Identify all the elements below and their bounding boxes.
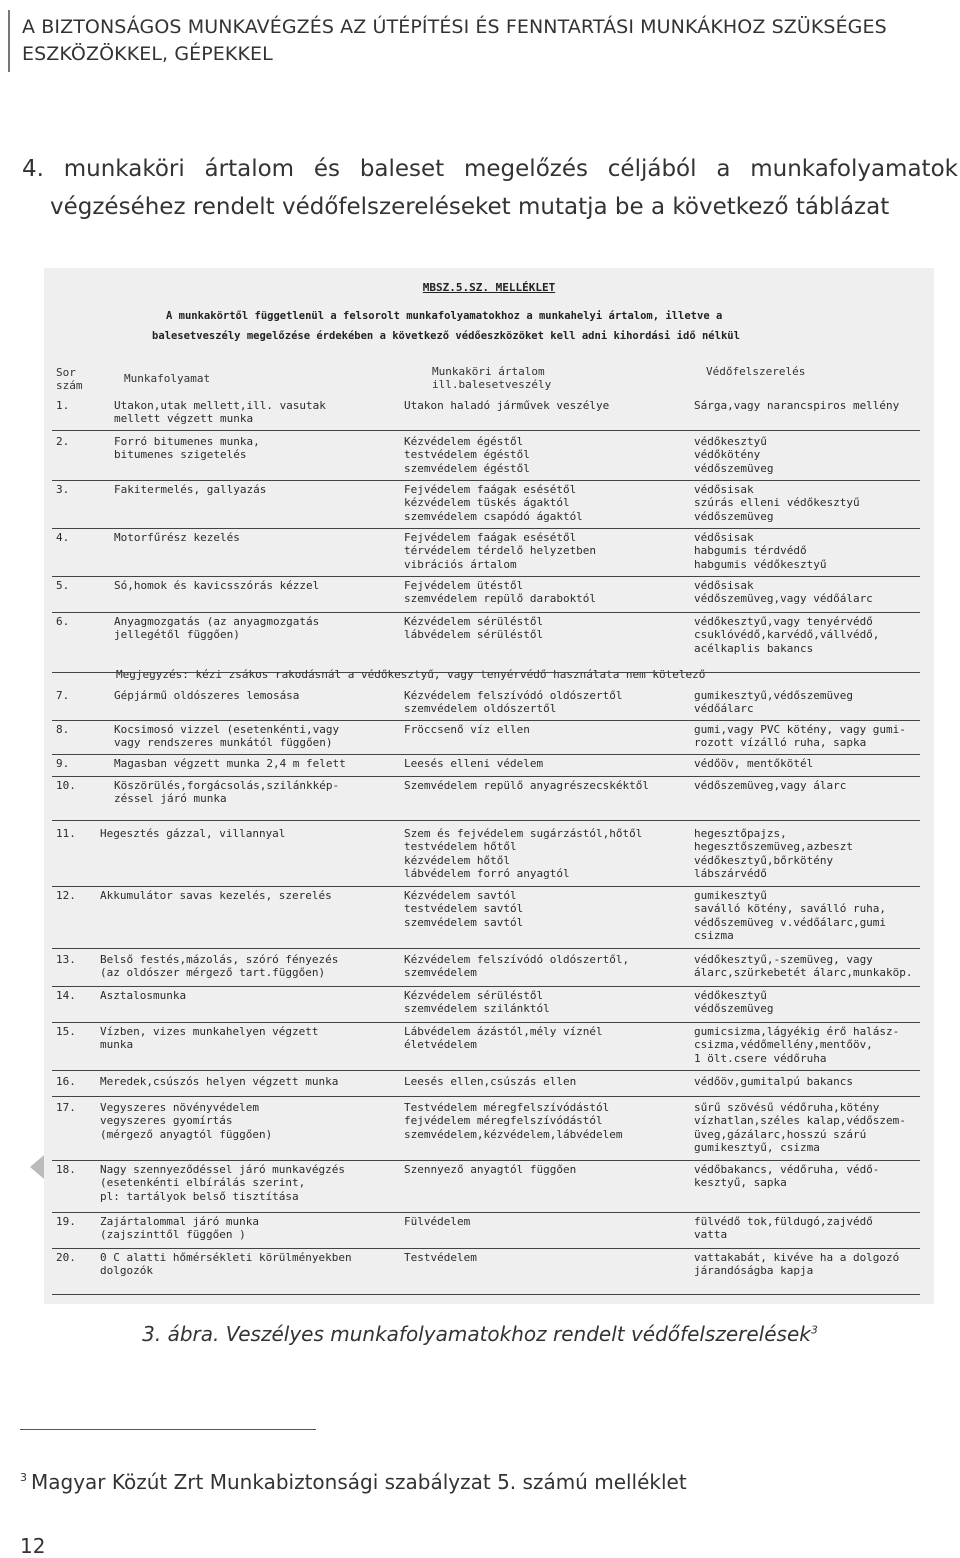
row-equipment: védőkesztyű védőkötény védőszemüveg — [694, 435, 774, 475]
table-row — [52, 1162, 920, 1213]
column-header-equipment: Védőfelszerelés — [706, 365, 806, 378]
row-hazard: Kézvédelem savtól testvédelem savtól szemvédelem savtól — [404, 889, 524, 929]
table-row — [52, 1214, 920, 1249]
row-process: Só,homok és kavicsszórás kézzel — [114, 579, 320, 592]
row-equipment: gumi,vagy PVC kötény, vagy gumi- rozott vízálló ruha, sapka — [694, 723, 906, 750]
row-equipment: védőöv,gumitalpú bakancs — [694, 1075, 853, 1088]
row-number: 19. — [56, 1215, 76, 1228]
row-number: 6. — [56, 615, 70, 628]
scan-subtitle-1: A munkakörtől függetlenül a felsorolt munkafolyamatokhoz a munkahelyi ártalom, illetve a — [166, 310, 723, 322]
row-hazard: Kézvédelem felszívódó oldószertől, szemvédelem — [404, 953, 630, 980]
column-header-hazard: Munkaköri ártalom ill.balesetveszély — [432, 365, 552, 391]
intro-word: munkaköri — [63, 156, 185, 182]
intro-word: és — [313, 156, 341, 182]
table-row — [52, 1074, 920, 1097]
table-row — [52, 1250, 920, 1295]
table-row — [52, 434, 920, 481]
row-number: 17. — [56, 1101, 76, 1114]
row-process: Hegesztés gázzal, villannyal — [100, 827, 286, 840]
row-number: 5. — [56, 579, 70, 592]
table-row — [52, 1024, 920, 1071]
row-hazard: Fülvédelem — [404, 1215, 471, 1228]
page-number: 12 — [20, 1534, 46, 1558]
arrow-left-icon — [30, 1155, 44, 1179]
row-process: Magasban végzett munka 2,4 m felett — [114, 757, 346, 770]
row-number: 15. — [56, 1025, 76, 1038]
footnote-text: Magyar Közút Zrt Munkabiztonsági szabályzat 5. számú melléklet — [31, 1470, 687, 1494]
scan-title: MBSZ.5.SZ. MELLÉKLET — [422, 281, 556, 294]
row-process: Köszörülés,forgácsolás,szilánkkép- zéssel járó munka — [114, 779, 340, 806]
row-number: 13. — [56, 953, 76, 966]
row-process: Nagy szennyeződéssel járó munkavégzés (esetenkénti elbírálás szerint, pl: tartályok belső tisztítása — [100, 1163, 346, 1203]
row-number: 20. — [56, 1251, 76, 1264]
row-equipment: gumikesztyű saválló kötény, saválló ruha, védőszemüveg v.védőálarc,gumi csizma — [694, 889, 887, 943]
row-number: 9. — [56, 757, 70, 770]
table-row — [52, 826, 920, 887]
row-process: Zajártalommal járó munka (zajszinttől függően ) — [100, 1215, 259, 1242]
table-row — [52, 722, 920, 755]
row-equipment: hegesztőpajzs, hegesztőszemüveg,azbeszt védőkesztyű,bőrkötény lábszárvédő — [694, 827, 853, 881]
row-hazard: Kézvédelem égéstől testvédelem égéstől szemvédelem égéstől — [404, 435, 530, 475]
row-equipment: védőszemüveg,vagy álarc — [694, 779, 847, 792]
footnote — [20, 1470, 687, 1494]
running-header-text — [22, 14, 887, 68]
figure-caption — [0, 1322, 960, 1346]
row-process: Akkumulátor savas kezelés, szerelés — [100, 889, 332, 902]
footnote-divider — [20, 1429, 316, 1430]
row-process: Meredek,csúszós helyen végzett munka — [100, 1075, 339, 1088]
table-row — [52, 578, 920, 613]
intro-word: ártalom — [204, 156, 295, 182]
table-row — [52, 688, 920, 721]
row-hazard: Szemvédelem repülő anyagrészecskéktől — [404, 779, 650, 792]
row-equipment: védőbakancs, védőruha, védő- kesztyű, sapka — [694, 1163, 880, 1190]
row-hazard: Leesés elleni védelem — [404, 757, 544, 770]
running-header — [8, 10, 910, 72]
row-equipment: védőöv, mentőkötél — [694, 757, 814, 770]
row-equipment: fülvédő tok,füldugó,zajvédő vatta — [694, 1215, 873, 1242]
header-line-1: A BIZTONSÁGOS MUNKAVÉGZÉS AZ ÚTÉPÍTÉSI ÉS FENNTARTÁSI MUNKÁKHOZ SZÜKSÉGES — [22, 16, 887, 38]
row-equipment: vattakabát, kivéve ha a dolgozó járandóságba kapja — [694, 1251, 900, 1278]
row-process: Forró bitumenes munka, bitumenes szigetelés — [114, 435, 260, 462]
row-number: 14. — [56, 989, 76, 1002]
footnote-mark: 3 — [20, 1471, 27, 1485]
row-process: Belső festés,mázolás, szóró fényezés (az oldószer mérgező tart.függően) — [100, 953, 339, 980]
row-number: 2. — [56, 435, 70, 448]
row-equipment: védősisak habgumis térdvédő habgumis védőkesztyű — [694, 531, 827, 571]
row-number: 3. — [56, 483, 70, 496]
row-equipment: Sárga,vagy narancspiros mellény — [694, 399, 900, 412]
intro-word: munkafolyamatok — [750, 156, 958, 182]
row-process: Vízben, vizes munkahelyen végzett munka — [100, 1025, 319, 1052]
intro-word: a — [716, 156, 731, 182]
row-process: Asztalosmunka — [100, 989, 187, 1002]
intro-number: 4. — [22, 156, 44, 182]
row-process: Anyagmozgatás (az anyagmozgatás jellegétől függően) — [114, 615, 320, 642]
table-row — [52, 756, 920, 777]
table-row — [52, 482, 920, 529]
row-hazard: Fejvédelem faágak esésétől térvédelem térdelő helyzetben vibrációs ártalom — [404, 531, 597, 571]
intro-word: céljából — [607, 156, 697, 182]
row-process: Utakon,utak mellett,ill. vasutak mellett végzett munka — [114, 399, 326, 426]
header-line-2: ESZKÖZÖKKEL, GÉPEKKEL — [22, 43, 273, 65]
row-hazard: Testvédelem — [404, 1251, 477, 1264]
row-equipment: védősisak védőszemüveg,vagy védőálarc — [694, 579, 873, 606]
scan-subtitle-2: balesetveszély megelőzése érdekében a következő védőeszközöket kell adni kihordási idő nélkül — [152, 330, 740, 342]
scanned-table-image — [44, 268, 934, 1304]
table-note: Megjegyzés: kézi zsákos rakodásnál a védőkesztyű, vagy tenyérvédő használata nem kötelező — [116, 668, 706, 681]
table-row — [52, 888, 920, 949]
row-hazard: Utakon haladó járművek veszélye — [404, 399, 610, 412]
table-row — [52, 988, 920, 1023]
row-hazard: Testvédelem méregfelszívódástól fejvédelem méregfelszívódástól szemvédelem,kézvédelem,lábvédelem — [404, 1101, 623, 1141]
table-row — [52, 614, 920, 673]
row-process: Fakitermelés, gallyazás — [114, 483, 267, 496]
intro-line-1 — [22, 150, 958, 188]
row-process: Vegyszeres növényvédelem vegyszeres gyomírtás (mérgező anyagtól függően) — [100, 1101, 273, 1141]
table-row — [52, 530, 920, 577]
row-hazard: Fejvédelem ütéstől szemvédelem repülő daraboktól — [404, 579, 597, 606]
table-row — [52, 398, 920, 431]
row-equipment: védőkesztyű,vagy tenyérvédő csuklóvédő,karvédő,vállvédő, acélkaplis bakancs — [694, 615, 880, 655]
row-hazard: Fröccsenő víz ellen — [404, 723, 530, 736]
row-hazard: Lábvédelem ázástól,mély víznél életvédelem — [404, 1025, 603, 1052]
column-header-process: Munkafolyamat — [124, 372, 211, 385]
row-number: 18. — [56, 1163, 76, 1176]
row-equipment: sűrű szövésű védőruha,kötény vízhatlan,széles kalap,védőszem- üveg,gázálarc,hosszú szárú gumikesztyű, csizma — [694, 1101, 906, 1155]
row-process: Motorfűrész kezelés — [114, 531, 240, 544]
row-number: 10. — [56, 779, 76, 792]
column-header-number: Sor szám — [56, 366, 83, 392]
row-hazard: Fejvédelem faágak esésétől kézvédelem tüskés ágaktól szemvédelem csapódó ágaktól — [404, 483, 583, 523]
row-process: Kocsimosó vizzel (esetenkénti,vagy vagy rendszeres munkától függően) — [114, 723, 340, 750]
row-number: 16. — [56, 1075, 76, 1088]
row-number: 8. — [56, 723, 70, 736]
intro-word: megelőzés — [464, 156, 588, 182]
intro-paragraph — [22, 150, 958, 226]
row-equipment: védősisak szúrás elleni védőkesztyű védőszemüveg — [694, 483, 860, 523]
row-equipment: gumikesztyű,védőszemüveg védőálarc — [694, 689, 853, 716]
row-equipment: védőkesztyű védőszemüveg — [694, 989, 774, 1016]
table-row — [52, 1100, 920, 1161]
caption-footnote-ref: 3 — [810, 1323, 818, 1337]
row-number: 1. — [56, 399, 70, 412]
row-hazard: Leesés ellen,csúszás ellen — [404, 1075, 577, 1088]
row-process: Gépjármű oldószeres lemosása — [114, 689, 300, 702]
intro-line-2: végzéséhez rendelt védőfelszereléseket mutatja be a következő táblázat — [50, 194, 890, 220]
figure-caption-text: 3. ábra. Veszélyes munkafolyamatokhoz rendelt védőfelszerelések — [142, 1322, 811, 1346]
row-hazard: Kézvédelem sérüléstől szemvédelem szilánktól — [404, 989, 550, 1016]
row-hazard: Szem és fejvédelem sugárzástól,hőtől testvédelem hőtől kézvédelem hőtől lábvédelem forró anyagtól — [404, 827, 643, 881]
table-row — [52, 952, 920, 987]
row-hazard: Kézvédelem felszívódó oldószertől szemvédelem oldószertől — [404, 689, 623, 716]
row-hazard: Szennyező anyagtól függően — [404, 1163, 577, 1176]
row-number: 4. — [56, 531, 70, 544]
row-equipment: védőkesztyű,-szemüveg, vagy álarc,szürkebetét álarc,munkaköp. — [694, 953, 913, 980]
table-row — [52, 778, 920, 821]
row-number: 12. — [56, 889, 76, 902]
intro-word: baleset — [359, 156, 445, 182]
row-number: 11. — [56, 827, 76, 840]
row-equipment: gumicsizma,lágyékig érő halász- csizma,védőmellény,mentőöv, 1 ölt.csere védőruha — [694, 1025, 900, 1065]
row-number: 7. — [56, 689, 70, 702]
row-process: 0 C alatti hőmérsékleti körülményekben dolgozók — [100, 1251, 352, 1278]
row-hazard: Kézvédelem sérüléstől lábvédelem sérüléstől — [404, 615, 544, 642]
